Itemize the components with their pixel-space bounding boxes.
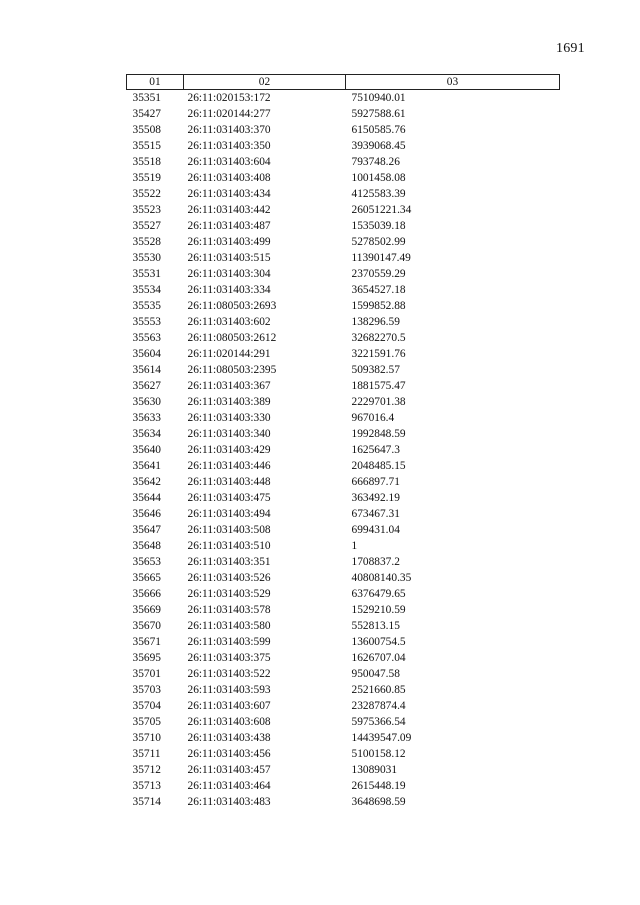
cell-value: 5100158.12 bbox=[351, 748, 406, 760]
table-row bbox=[127, 202, 560, 218]
cell-cadastral-number: 26:11:031403:446 bbox=[187, 460, 271, 472]
cell-cadastral-number: 26:11:031403:602 bbox=[187, 316, 271, 328]
cell-value: 2229701.38 bbox=[351, 396, 406, 408]
cell-id: 35704 bbox=[132, 700, 161, 712]
cell-value: 5278502.99 bbox=[351, 236, 406, 248]
table-row bbox=[127, 186, 560, 202]
cell-id: 35518 bbox=[132, 156, 161, 168]
table-row bbox=[127, 90, 560, 107]
cell-value: 1001458.08 bbox=[351, 172, 406, 184]
cell-value: 699431.04 bbox=[351, 524, 400, 536]
cell-cadastral-number: 26:11:020144:291 bbox=[187, 348, 271, 360]
cell-cadastral-number: 26:11:031403:494 bbox=[187, 508, 271, 520]
cell-value: 2370559.29 bbox=[351, 268, 406, 280]
cell-value: 13600754.5 bbox=[351, 636, 406, 648]
cell-id: 35641 bbox=[132, 460, 161, 472]
cell-value: 2521660.85 bbox=[351, 684, 406, 696]
table-row bbox=[127, 154, 560, 170]
cell-id: 35710 bbox=[132, 732, 161, 744]
cell-id: 35627 bbox=[132, 380, 161, 392]
cell-id: 35703 bbox=[132, 684, 161, 696]
table-row bbox=[127, 346, 560, 362]
cell-value: 138296.59 bbox=[351, 316, 400, 328]
cell-cadastral-number: 26:11:031403:457 bbox=[187, 764, 271, 776]
table-row bbox=[127, 266, 560, 282]
cell-id: 35713 bbox=[132, 780, 161, 792]
cell-cadastral-number: 26:11:020153:172 bbox=[187, 92, 271, 104]
cell-cadastral-number: 26:11:080503:2395 bbox=[187, 364, 277, 376]
table-row bbox=[127, 506, 560, 522]
cell-value: 1881575.47 bbox=[351, 380, 406, 392]
cell-cadastral-number: 26:11:031403:429 bbox=[187, 444, 271, 456]
table-row bbox=[127, 554, 560, 570]
cell-value: 363492.19 bbox=[351, 492, 400, 504]
cell-cadastral-number: 26:11:031403:350 bbox=[187, 140, 271, 152]
cell-cadastral-number: 26:11:031403:456 bbox=[187, 748, 271, 760]
cell-value: 1599852.88 bbox=[351, 300, 406, 312]
data-table bbox=[126, 74, 560, 810]
cell-id: 35640 bbox=[132, 444, 161, 456]
cell-cadastral-number: 26:11:031403:389 bbox=[187, 396, 271, 408]
cell-id: 35634 bbox=[132, 428, 161, 440]
cell-value: 1625647.3 bbox=[351, 444, 400, 456]
cell-value: 1 bbox=[351, 540, 358, 552]
cell-id: 35711 bbox=[132, 748, 161, 760]
cell-id: 35630 bbox=[132, 396, 161, 408]
table-row bbox=[127, 442, 560, 458]
table-row bbox=[127, 330, 560, 346]
cell-cadastral-number: 26:11:031403:599 bbox=[187, 636, 271, 648]
cell-cadastral-number: 26:11:031403:408 bbox=[187, 172, 271, 184]
cell-cadastral-number: 26:11:031403:464 bbox=[187, 780, 271, 792]
table-row bbox=[127, 218, 560, 234]
table-row bbox=[127, 138, 560, 154]
table-row bbox=[127, 730, 560, 746]
column-header-01: 01 bbox=[127, 75, 184, 90]
cell-value: 5975366.54 bbox=[351, 716, 406, 728]
table-row bbox=[127, 714, 560, 730]
cell-cadastral-number: 26:11:031403:330 bbox=[187, 412, 271, 424]
cell-value: 2615448.19 bbox=[351, 780, 406, 792]
cell-cadastral-number: 26:11:031403:593 bbox=[187, 684, 271, 696]
cell-id: 35604 bbox=[132, 348, 161, 360]
cell-value: 950047.58 bbox=[351, 668, 400, 680]
cell-value: 673467.31 bbox=[351, 508, 400, 520]
table-row bbox=[127, 570, 560, 586]
cell-id: 35648 bbox=[132, 540, 161, 552]
cell-id: 35633 bbox=[132, 412, 161, 424]
cell-value: 26051221.34 bbox=[351, 204, 412, 216]
cell-cadastral-number: 26:11:031403:483 bbox=[187, 796, 271, 808]
cell-cadastral-number: 26:11:031403:580 bbox=[187, 620, 271, 632]
table-row bbox=[127, 282, 560, 298]
cell-cadastral-number: 26:11:031403:475 bbox=[187, 492, 271, 504]
cell-value: 6150585.76 bbox=[351, 124, 406, 136]
cell-id: 35701 bbox=[132, 668, 161, 680]
cell-value: 6376479.65 bbox=[351, 588, 406, 600]
cell-value: 1708837.2 bbox=[351, 556, 400, 568]
cell-id: 35647 bbox=[132, 524, 161, 536]
cell-cadastral-number: 26:11:031403:370 bbox=[187, 124, 271, 136]
cell-value: 3939068.45 bbox=[351, 140, 406, 152]
table-row bbox=[127, 586, 560, 602]
cell-value: 32682270.5 bbox=[351, 332, 406, 344]
table-row bbox=[127, 490, 560, 506]
cell-value: 11390147.49 bbox=[351, 252, 411, 264]
cell-value: 1626707.04 bbox=[351, 652, 406, 664]
cell-id: 35695 bbox=[132, 652, 161, 664]
cell-id: 35712 bbox=[132, 764, 161, 776]
cell-id: 35522 bbox=[132, 188, 161, 200]
cell-value: 3221591.76 bbox=[351, 348, 406, 360]
table-row bbox=[127, 602, 560, 618]
table-row bbox=[127, 778, 560, 794]
cell-cadastral-number: 26:11:031403:510 bbox=[187, 540, 271, 552]
cell-cadastral-number: 26:11:031403:522 bbox=[187, 668, 271, 680]
cell-cadastral-number: 26:11:031403:442 bbox=[187, 204, 271, 216]
table-row bbox=[127, 458, 560, 474]
cell-value: 7510940.01 bbox=[351, 92, 406, 104]
table-header-row bbox=[127, 75, 560, 90]
cell-cadastral-number: 26:11:031403:526 bbox=[187, 572, 271, 584]
table-row bbox=[127, 762, 560, 778]
cell-cadastral-number: 26:11:031403:434 bbox=[187, 188, 271, 200]
table-body bbox=[127, 90, 560, 811]
cell-id: 35527 bbox=[132, 220, 161, 232]
cell-cadastral-number: 26:11:031403:448 bbox=[187, 476, 271, 488]
cell-id: 35535 bbox=[132, 300, 161, 312]
cell-id: 35642 bbox=[132, 476, 161, 488]
cell-id: 35534 bbox=[132, 284, 161, 296]
table-row bbox=[127, 122, 560, 138]
table-row bbox=[127, 682, 560, 698]
table-row bbox=[127, 250, 560, 266]
cell-value: 1535039.18 bbox=[351, 220, 406, 232]
table-row bbox=[127, 474, 560, 490]
cell-id: 35614 bbox=[132, 364, 161, 376]
cell-cadastral-number: 26:11:031403:334 bbox=[187, 284, 271, 296]
cell-value: 40808140.35 bbox=[351, 572, 412, 584]
cell-value: 23287874.4 bbox=[351, 700, 406, 712]
cell-cadastral-number: 26:11:080503:2693 bbox=[187, 300, 277, 312]
cell-id: 35351 bbox=[132, 92, 161, 104]
cell-value: 14439547.09 bbox=[351, 732, 412, 744]
table-row bbox=[127, 106, 560, 122]
cell-id: 35669 bbox=[132, 604, 161, 616]
cell-id: 35671 bbox=[132, 636, 161, 648]
cell-cadastral-number: 26:11:031403:608 bbox=[187, 716, 271, 728]
cell-id: 35528 bbox=[132, 236, 161, 248]
cell-cadastral-number: 26:11:020144:277 bbox=[187, 108, 271, 120]
cell-value: 1992848.59 bbox=[351, 428, 406, 440]
column-header-02: 02 bbox=[184, 75, 346, 90]
table-row bbox=[127, 538, 560, 554]
cell-id: 35714 bbox=[132, 796, 161, 808]
cell-id: 35666 bbox=[132, 588, 161, 600]
table-row bbox=[127, 378, 560, 394]
cell-cadastral-number: 26:11:031403:604 bbox=[187, 156, 271, 168]
cell-cadastral-number: 26:11:031403:487 bbox=[187, 220, 271, 232]
page-number: 1691 bbox=[556, 41, 585, 56]
cell-value: 1529210.59 bbox=[351, 604, 406, 616]
cell-value: 4125583.39 bbox=[351, 188, 406, 200]
cell-id: 35665 bbox=[132, 572, 161, 584]
cell-value: 5927588.61 bbox=[351, 108, 406, 120]
table-row bbox=[127, 522, 560, 538]
cell-cadastral-number: 26:11:031403:578 bbox=[187, 604, 271, 616]
cell-id: 35531 bbox=[132, 268, 161, 280]
cell-cadastral-number: 26:11:031403:367 bbox=[187, 380, 271, 392]
cell-id: 35646 bbox=[132, 508, 161, 520]
cell-cadastral-number: 26:11:080503:2612 bbox=[187, 332, 277, 344]
table-row bbox=[127, 666, 560, 682]
cell-value: 552813.15 bbox=[351, 620, 400, 632]
column-header-03: 03 bbox=[346, 75, 560, 90]
cell-value: 13089031 bbox=[351, 764, 398, 776]
table-row bbox=[127, 426, 560, 442]
cell-value: 793748.26 bbox=[351, 156, 400, 168]
cell-cadastral-number: 26:11:031403:508 bbox=[187, 524, 271, 536]
cell-cadastral-number: 26:11:031403:438 bbox=[187, 732, 271, 744]
cell-value: 509382.57 bbox=[351, 364, 400, 376]
cell-cadastral-number: 26:11:031403:529 bbox=[187, 588, 271, 600]
table-row bbox=[127, 794, 560, 810]
table-row bbox=[127, 698, 560, 714]
table-row bbox=[127, 410, 560, 426]
cell-id: 35427 bbox=[132, 108, 161, 120]
cell-cadastral-number: 26:11:031403:304 bbox=[187, 268, 271, 280]
cell-cadastral-number: 26:11:031403:607 bbox=[187, 700, 271, 712]
table-row bbox=[127, 314, 560, 330]
cell-cadastral-number: 26:11:031403:351 bbox=[187, 556, 271, 568]
table-row bbox=[127, 362, 560, 378]
cell-id: 35563 bbox=[132, 332, 161, 344]
cell-id: 35670 bbox=[132, 620, 161, 632]
table-row bbox=[127, 650, 560, 666]
cell-value: 3648698.59 bbox=[351, 796, 406, 808]
cell-id: 35705 bbox=[132, 716, 161, 728]
table-row bbox=[127, 234, 560, 250]
cell-cadastral-number: 26:11:031403:375 bbox=[187, 652, 271, 664]
cell-cadastral-number: 26:11:031403:499 bbox=[187, 236, 271, 248]
cell-value: 2048485.15 bbox=[351, 460, 406, 472]
cell-id: 35644 bbox=[132, 492, 161, 504]
cell-id: 35523 bbox=[132, 204, 161, 216]
table-row bbox=[127, 746, 560, 762]
table-row bbox=[127, 394, 560, 410]
cell-id: 35653 bbox=[132, 556, 161, 568]
cell-id: 35515 bbox=[132, 140, 161, 152]
cell-id: 35530 bbox=[132, 252, 161, 264]
table-row bbox=[127, 634, 560, 650]
cell-value: 3654527.18 bbox=[351, 284, 406, 296]
cell-value: 666897.71 bbox=[351, 476, 400, 488]
cell-cadastral-number: 26:11:031403:340 bbox=[187, 428, 271, 440]
table-row bbox=[127, 170, 560, 186]
table-row bbox=[127, 298, 560, 314]
cell-cadastral-number: 26:11:031403:515 bbox=[187, 252, 271, 264]
cell-id: 35508 bbox=[132, 124, 161, 136]
cell-value: 967016.4 bbox=[351, 412, 395, 424]
table-row bbox=[127, 618, 560, 634]
cell-id: 35519 bbox=[132, 172, 161, 184]
cell-id: 35553 bbox=[132, 316, 161, 328]
